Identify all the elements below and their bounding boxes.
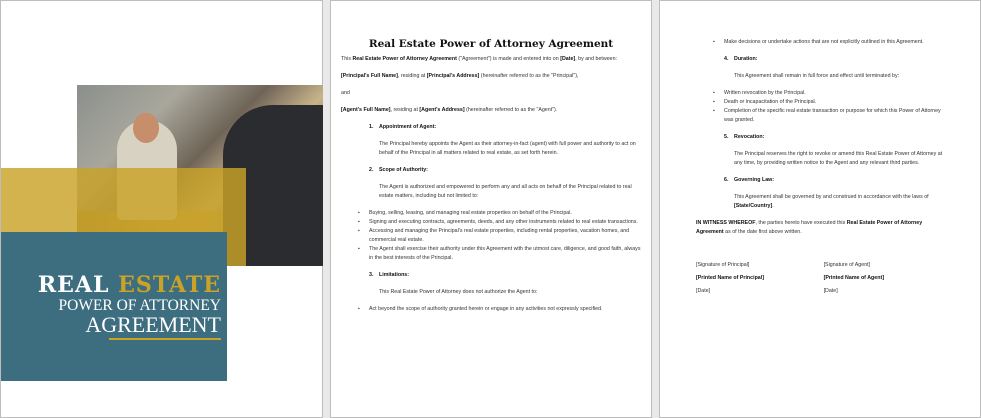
section-text: The Principal hereby appoints the Agent as their attorney-in-fact (agent) with full power and authority to act on behalf of the Principal in all matters related to real estate, as set forth herein. <box>379 141 636 156</box>
bullet-list <box>341 209 641 263</box>
page-2 <box>330 0 652 418</box>
cover-title-real: REAL <box>37 272 110 298</box>
section-heading: 1. Appointment of Agent: <box>369 124 437 130</box>
cover-subtitle: POWER OF ATTORNEY <box>58 297 221 314</box>
list-item: ▪ The Agent shall exercise their authority under this Agreement with the utmost care, diligence, and good faith, always in the best interests of the Principal. <box>341 245 641 263</box>
bullet-list <box>696 38 944 47</box>
section-heading: 4. Duration: <box>724 56 758 62</box>
section-text: The Agent is authorized and empowered to perform any and all acts on behalf of the Principal related to real estate matters, including but not limited to: <box>379 184 632 199</box>
photo-person-head <box>133 113 159 143</box>
list-item: ▪ Accessing and managing the Principal's real estate properties, including rental properties, vacation homes, and commercial real estate. <box>341 227 641 245</box>
page-3 <box>659 0 981 418</box>
list-item: ▪ Signing and executing contracts, agreements, deeds, and any other instruments related to real estate transactions. <box>341 218 641 227</box>
bullet-list <box>696 89 944 125</box>
section-text: The Principal reserves the right to revoke or amend this Real Estate Power of Attorney at any time, by providing written notice to the Agent and any relevant third parties. <box>734 151 943 166</box>
agent-paragraph: [Agent's Full Name], residing at [Agent's Address] (hereinafter referred to as the "Agent"). <box>341 107 558 113</box>
list-item: ▪ Death or incapacitation of the Principal. <box>696 98 944 107</box>
principal-paragraph: [Principal's Full Name], residing at [Principal's Address] (hereinafter referred to as the "Principal"), <box>341 73 579 79</box>
section-heading: 3. Limitations: <box>369 272 410 278</box>
list-item: ▪ Written revocation by the Principal. <box>696 89 944 98</box>
bullet-list <box>341 305 641 314</box>
signature-block <box>696 261 944 300</box>
list-item: ▪ Make decisions or undertake actions that are not explicitly outlined in this Agreement. <box>696 38 944 47</box>
agent-signature: [Signature of Agent] [Printed Name of Agent] [Date] <box>823 262 884 294</box>
cover-title-estate: ESTATE <box>118 272 221 298</box>
section-text: This Agreement shall be governed by and construed in accordance with the laws of [State/Country]. <box>734 194 929 209</box>
document-title: Real Estate Power of Attorney Agreement <box>368 38 614 50</box>
list-item: ▪ Act beyond the scope of authority granted herein or engage in any activities not expressly specified. <box>341 305 641 314</box>
page-cover <box>0 0 323 418</box>
cover-title <box>38 272 221 336</box>
cover-title-panel <box>1 232 227 381</box>
intro-paragraph: This Real Estate Power of Attorney Agreement ("Agreement") is made and entered into on [Date], by and between: <box>341 56 618 62</box>
and-text: and <box>341 90 350 96</box>
list-item: ▪ Completion of the specific real estate transaction or purpose for which this Power of Attorney was granted. <box>696 107 944 125</box>
section-heading: 6. Governing Law: <box>724 177 775 183</box>
cover-underline <box>109 338 221 340</box>
list-item: ▪ Buying, selling, leasing, and managing real estate properties on behalf of the Principal. <box>341 209 641 218</box>
cover-title-agreement: AGREEMENT <box>85 312 221 337</box>
section-text: This Agreement shall remain in full force and effect until terminated by: <box>734 73 900 79</box>
section-heading: 5. Revocation: <box>724 134 765 140</box>
witness-paragraph: IN WITNESS WHEREOF, the parties hereto have executed this Real Estate Power of Attorney Agreement as of the date first above written. <box>696 220 923 235</box>
principal-signature: [Signature of Principal] [Printed Name of Principal] [Date] <box>696 262 764 294</box>
section-text: This Real Estate Power of Attorney does not authorize the Agent to: <box>379 289 538 295</box>
section-heading: 2. Scope of Authority: <box>369 167 428 173</box>
